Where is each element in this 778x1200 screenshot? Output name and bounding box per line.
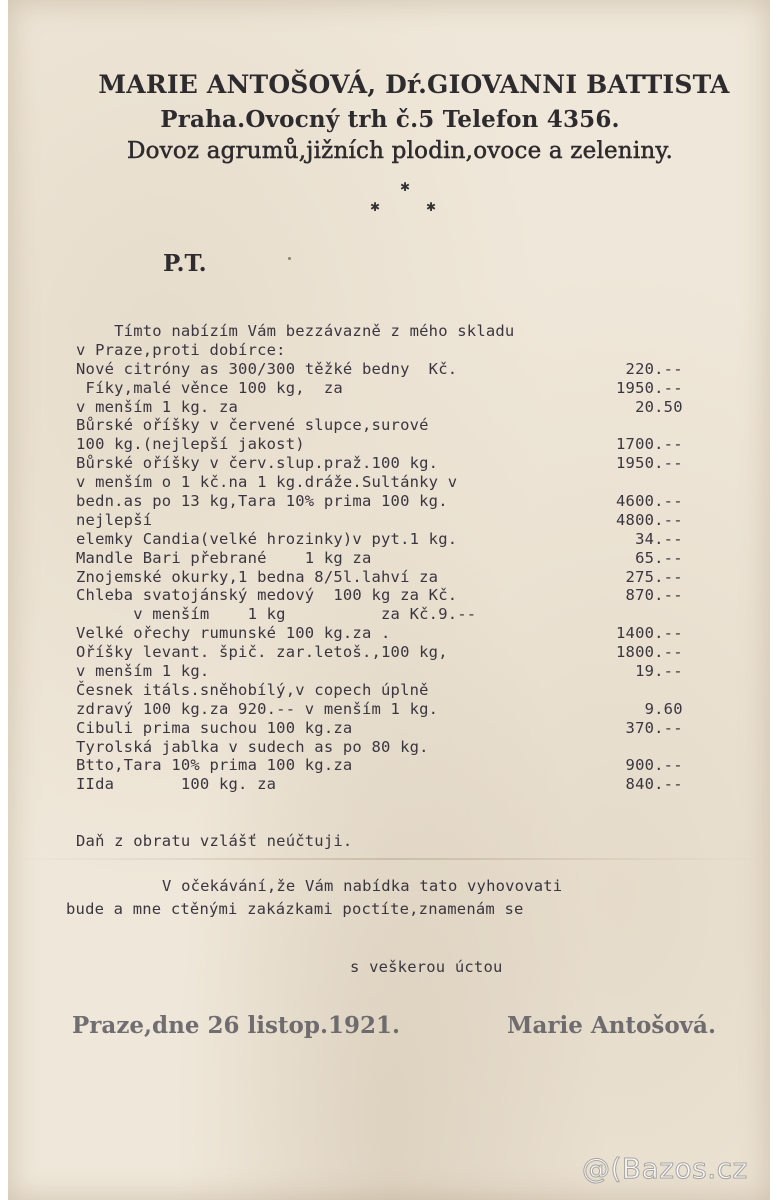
offer-line-text: Bůrské oříšky v červené slupce,surové xyxy=(76,416,429,435)
offer-line-amount: 1800.-- xyxy=(616,643,683,662)
offer-line-text: Mandle Bari přebrané 1 kg za xyxy=(76,548,372,567)
salutation: P.T. xyxy=(163,250,207,277)
offer-line-text: nejlepší xyxy=(76,510,153,529)
offer-line-text: v menším 1 kg. za xyxy=(76,397,239,416)
offer-line-amount: 65.-- xyxy=(616,548,683,567)
offer-line-amount: 1400.-- xyxy=(616,624,683,643)
offer-line xyxy=(76,624,756,643)
offer-line xyxy=(76,341,756,360)
offer-line xyxy=(76,511,756,530)
offer-line xyxy=(76,549,756,568)
offer-line-amount: 370.-- xyxy=(616,718,683,737)
offer-line xyxy=(76,756,756,775)
offer-line-amount: 220.-- xyxy=(616,359,683,378)
pinhole-mark xyxy=(288,257,291,260)
offer-line-text: Btto,Tara 10% prima 100 kg.za xyxy=(76,756,353,775)
offer-line-text: Tímto nabízím Vám bezzávazně z mého skladu xyxy=(76,322,515,340)
offer-line-amount: 4800.-- xyxy=(616,510,683,529)
offer-line xyxy=(76,379,756,398)
offer-line-text: Chleba svatojánský medový 100 kg za Kč. xyxy=(76,586,458,605)
offer-line xyxy=(76,360,756,379)
offer-line-text: v menším 1 kg. xyxy=(76,662,210,681)
offer-line xyxy=(76,662,756,681)
offer-line-text: Bůrské oříšky v červ.slup.praž.100 kg. xyxy=(76,454,439,473)
offer-line xyxy=(76,322,756,341)
offer-line-text: elemky Candia(velké hrozinky)v pyt.1 kg. xyxy=(76,529,458,548)
star-icon: ✱ xyxy=(426,200,437,214)
offer-line xyxy=(76,454,756,473)
offer-line xyxy=(76,416,756,435)
tax-note: Daň z obratu vzlášť neúčtuji. xyxy=(76,832,353,850)
offer-line-amount: 19.-- xyxy=(616,662,683,681)
offer-line-text: v Praze,proti dobírce: xyxy=(76,340,286,359)
letterhead-address: Praha.Ovocný trh č.5 Telefon 4356. xyxy=(160,106,620,133)
offer-line xyxy=(76,435,756,454)
offer-line-text: IIda 100 kg. za xyxy=(76,775,277,794)
offer-line xyxy=(76,681,756,700)
offer-line-text: bedn.as po 13 kg,Tara 10% prima 100 kg. xyxy=(76,492,448,511)
offer-line-amount: 275.-- xyxy=(616,567,683,586)
offer-line-text: Fíky,malé věnce 100 kg, za xyxy=(76,378,343,397)
offer-line-text: Česnek itáls.sněhobílý,v copech úplně xyxy=(76,680,429,699)
offer-line xyxy=(76,605,756,624)
paper-fold xyxy=(8,858,770,860)
offer-line-text: Cibuli prima suchou 100 kg.za xyxy=(76,718,353,737)
offer-line-amount: 4600.-- xyxy=(616,492,683,511)
offer-line-text: Nové citróny as 300/300 těžké bedny Kč. xyxy=(76,359,458,378)
offer-line-text: Znojemské okurky,1 bedna 8/5l.lahví za xyxy=(76,567,439,586)
offer-line-amount: 840.-- xyxy=(616,775,683,794)
offer-line xyxy=(76,586,756,605)
offer-line-amount: 870.-- xyxy=(616,586,683,605)
offer-line-amount: 20.50 xyxy=(616,397,683,416)
offer-line-text: 100 kg.(nejlepší jakost) xyxy=(76,435,305,454)
letterhead-business: Dovoz agrumů,jižních plodin,ovoce a zeleniny. xyxy=(126,138,674,164)
offer-line xyxy=(76,643,756,662)
offer-line xyxy=(76,398,756,417)
closing-line-2: bude a mne ctěnými zakázkami poctíte,znamenám se xyxy=(66,900,524,918)
offer-line-amount: 9.60 xyxy=(616,699,683,718)
offer-line xyxy=(76,492,756,511)
offer-line-amount: 1700.-- xyxy=(616,435,683,454)
regards: s veškerou úctou xyxy=(350,958,503,976)
closing-line-1: V očekávání,že Vám nabídka tato vyhovovati xyxy=(162,877,563,895)
ornament-stars xyxy=(360,180,450,220)
star-icon: ✱ xyxy=(370,200,381,214)
offer-line xyxy=(76,719,756,738)
offer-line xyxy=(76,700,756,719)
star-icon: ✱ xyxy=(400,180,411,194)
offer-line-text: Tyrolská jablka v sudech as po 80 kg. xyxy=(76,737,429,756)
offer-line-amount: 1950.-- xyxy=(616,454,683,473)
letterhead-company-name: MARIE ANTOŠOVÁ, Dŕ.GIOVANNI BATTISTA xyxy=(98,70,730,99)
offer-line xyxy=(76,775,756,794)
watermark: @(Bazos.cz xyxy=(582,1152,748,1185)
offer-line-amount: 34.-- xyxy=(616,529,683,548)
offer-line-text: Velké ořechy rumunské 100 kg.za . xyxy=(76,624,391,643)
offer-line xyxy=(76,568,756,587)
offer-line-amount: 900.-- xyxy=(616,756,683,775)
offer-line-text: zdravý 100 kg.za 920.-- v menším 1 kg. xyxy=(76,699,439,718)
offer-list xyxy=(76,322,756,794)
offer-line-text: v menším 1 kg za Kč.9.-- xyxy=(76,605,477,624)
place-date-stamp: Praze,dne 26 listop.1921. xyxy=(72,1012,400,1039)
signature-stamp: Marie Antošová. xyxy=(507,1012,716,1039)
offer-line xyxy=(76,473,756,492)
offer-line-text: v menším o 1 kč.na 1 kg.dráže.Sultánky v xyxy=(76,473,458,492)
offer-line-text: Oříšky levant. špič. zar.letoš.,100 kg, xyxy=(76,643,448,662)
offer-line xyxy=(76,530,756,549)
offer-line-amount: 1950.-- xyxy=(616,378,683,397)
offer-line xyxy=(76,738,756,757)
